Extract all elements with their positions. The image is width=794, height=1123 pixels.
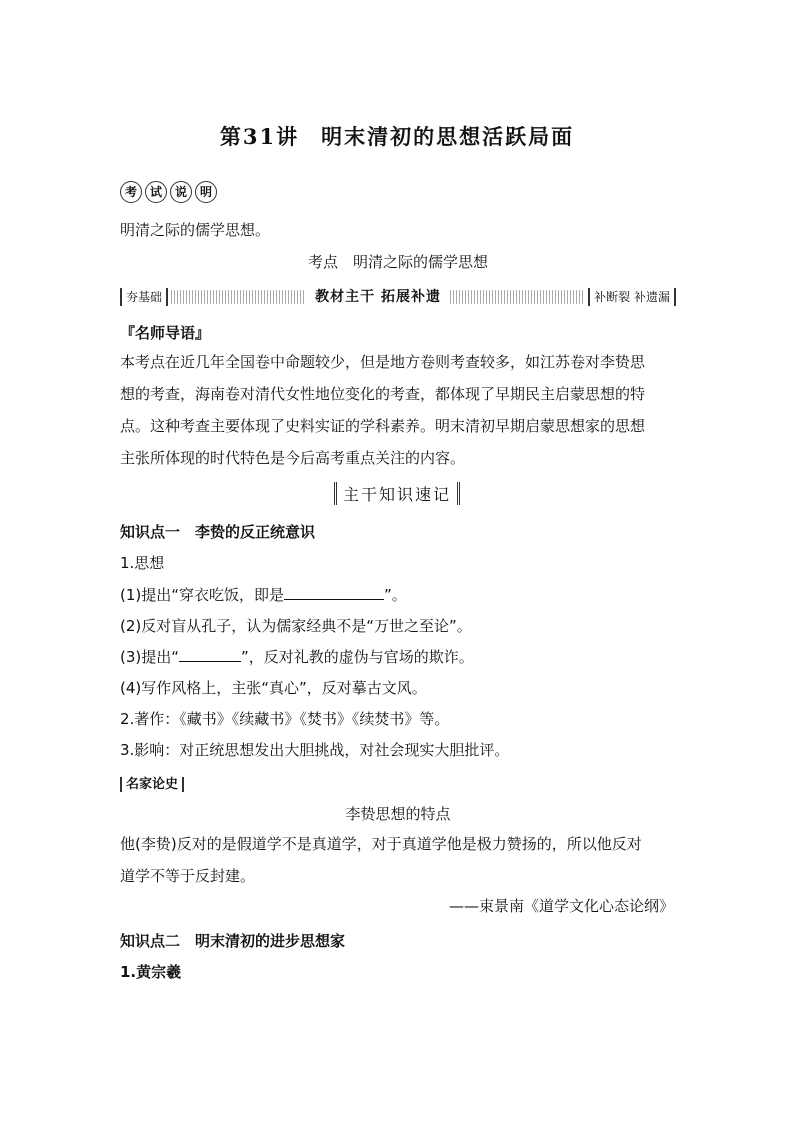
banner-middle: 教材主干 拓展补遗: [315, 289, 442, 305]
point2-title: 知识点二 明末清初的进步思想家: [120, 932, 346, 950]
point2-sub1: 1.黄宗羲: [120, 963, 182, 981]
kaodian-heading: 考点 明清之际的儒学思想: [307, 253, 488, 271]
quote-line: 他(李贽)反对的是假道学不是真道学，对于真道学他是极力赞扬的，所以他反对: [120, 835, 642, 853]
point1-item1: (1)提出“穿衣吃饭，即是 ”。: [120, 586, 407, 604]
badge-char: 说: [170, 181, 192, 203]
quote-paragraph: [120, 828, 676, 892]
point1-item4: (4)写作风格上，主张“真心”，反对摹古文风。: [120, 679, 427, 697]
section-heading-text: 主干知识速记: [334, 482, 460, 505]
point1-sub1: 1.思想: [120, 554, 165, 572]
guide-line: 想的考查，海南卷对清代女性地位变化的考查，都体现了早期民主启蒙思想的特: [120, 385, 646, 403]
section-heading: [0, 482, 794, 505]
lesson-number: 第31讲: [219, 124, 300, 149]
point1-item3: (3)提出“ ”，反对礼教的虚伪与官场的欺诈。: [120, 648, 474, 666]
badge-char: 明: [195, 181, 217, 203]
page-title: [0, 121, 794, 151]
guide-line: 点。这种考查主要体现了史料实证的学科素养。明末清初早期启蒙思想家的思想: [120, 417, 646, 435]
banner-right: 补断裂 补遗漏: [588, 288, 676, 306]
lesson-topic: 明末清初的思想活跃局面: [321, 124, 575, 149]
exam-note: 明清之际的儒学思想。: [120, 221, 271, 239]
point1-title: 知识点一 李贽的反正统意识: [120, 523, 316, 541]
scholar-tag: 名家论史: [120, 773, 184, 792]
section-banner: [120, 288, 676, 306]
badge-char: 试: [145, 181, 167, 203]
guide-paragraph: [120, 346, 676, 474]
guide-line: 主张所体现的时代特色是今后高考重点关注的内容。: [120, 449, 466, 467]
quote-line: 道学不等于反封建。: [120, 867, 256, 885]
quote-title: 李贽思想的特点: [345, 805, 451, 823]
guide-line: 本考点在近几年全国卷中命题较少，但是地方卷则考查较多，如江苏卷对李贽思: [120, 353, 646, 371]
fill-blank: [179, 647, 241, 662]
banner-left: 夯基础: [120, 288, 168, 306]
exam-description-badge: [120, 180, 220, 204]
quote-source: ——束景南《道学文化心态论纲》: [448, 897, 674, 915]
point1-item2: (2)反对盲从孔子，认为儒家经典不是“万世之至论”。: [120, 617, 472, 635]
point1-works: 2.著作：《藏书》《续藏书》《焚书》《续焚书》等。: [120, 710, 450, 728]
guide-title: 『名师导语』: [120, 324, 211, 342]
point1-influence: 3.影响：对正统思想发出大胆挑战，对社会现实大胆批评。: [120, 741, 510, 759]
fill-blank: [284, 585, 384, 600]
badge-char: 考: [120, 181, 142, 203]
